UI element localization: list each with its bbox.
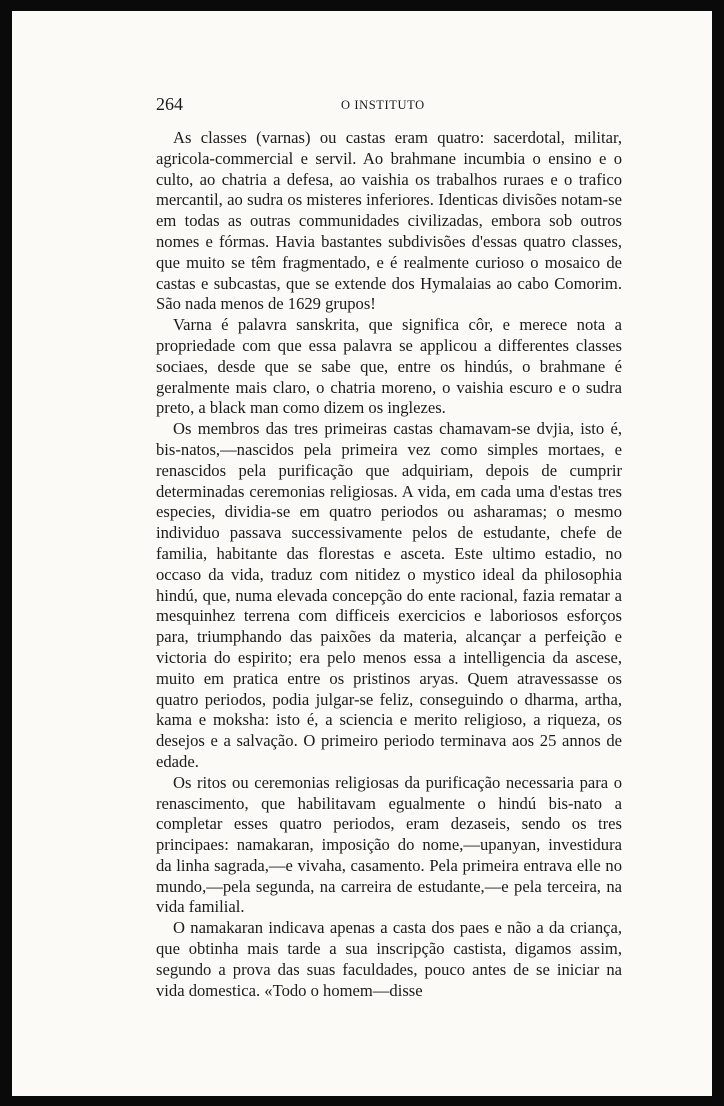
paragraph: As classes (varnas) ou castas eram quatro: sacerdotal, militar, agricola-commercial e servil. Ao brahmane incumbia o ensino e o culto, ao chatria a defesa, ao vaishia os trabalhos ruraes e o trafico mercantil, ao sudra os misteres inferiores. Identicas divisões notam-se em todas as outras communidades civilizadas, embora sob outros nomes e fórmas. Havia bastantes subdivisões d'essas quatro classes, que muito se têm fragmentado, e é realmente curioso o mosaico de castas e subcastas, que se extende dos Hymalaias ao cabo Comorim. São nada menos de 1629 grupos! — [156, 128, 622, 314]
running-title: O INSTITUTO — [341, 98, 425, 112]
paragraph: O namakaran indicava apenas a casta dos paes e não a da criança, que obtinha mais tarde a sua inscripção castista, digamos assim, segundo a prova das suas faculdades, pouco antes de se iniciar na vida domestica. «Todo o homem—disse — [156, 918, 622, 1000]
paragraph: Os membros das tres primeiras castas chamavam-se dvjia, isto é, bis-natos,—nascidos pela primeira vez como simples mortaes, e renascidos pela purificação que adquiriam, depois de cumprir determinadas ceremonias religiosas. A vida, em cada uma d'estas tres especies, dividia-se em quatro periodos ou asharamas; o mesmo individuo passava successivamente pelos de estudante, chefe de familia, habitante das florestas e asceta. Este ultimo estadio, no occaso da vida, traduz com nitidez o mystico ideal da philosophia hindú, que, numa elevada concepção do ente racional, fazia rematar a mesquinhez terrena com difficeis exercicios e laboriosos esforços para, triumphando das paixões da materia, alcançar a perfeição e victoria do espirito; era pelo menos essa a intelligencia da ascese, muito em pratica entre os pristinos aryas. Quem atravessasse os quatro periodos, podia julgar-se feliz, conseguindo o dharma, artha, kama e moksha: isto é, a sciencia e merito religioso, a riqueza, os desejos e a salvação. O primeiro periodo terminava aos 25 annos de edade. — [156, 419, 622, 771]
book-page — [12, 11, 712, 1096]
page-number: 264 — [156, 94, 183, 114]
body-text — [156, 128, 622, 1001]
page-header — [156, 94, 588, 120]
paragraph: Varna é palavra sanskrita, que significa côr, e merece nota a propriedade com que essa palavra se applicou a differentes classes sociaes, desde que se sabe que, entre os hindús, o brahmane é geralmente mais claro, o chatria moreno, o vaishia escuro e o sudra preto, a black man como dizem os inglezes. — [156, 315, 622, 418]
paragraph: Os ritos ou ceremonias religiosas da purificação necessaria para o renascimento, que habilitavam egualmente o hindú bis-nato a completar esses quatro periodos, eram dezaseis, sendo os tres principaes: namakaran, imposição do nome,—upanyan, investidura da linha sagrada,—e vivaha, casamento. Pela primeira entrava elle no mundo,—pela segunda, na carreira de estudante,—e pela terceira, na vida familial. — [156, 772, 622, 917]
